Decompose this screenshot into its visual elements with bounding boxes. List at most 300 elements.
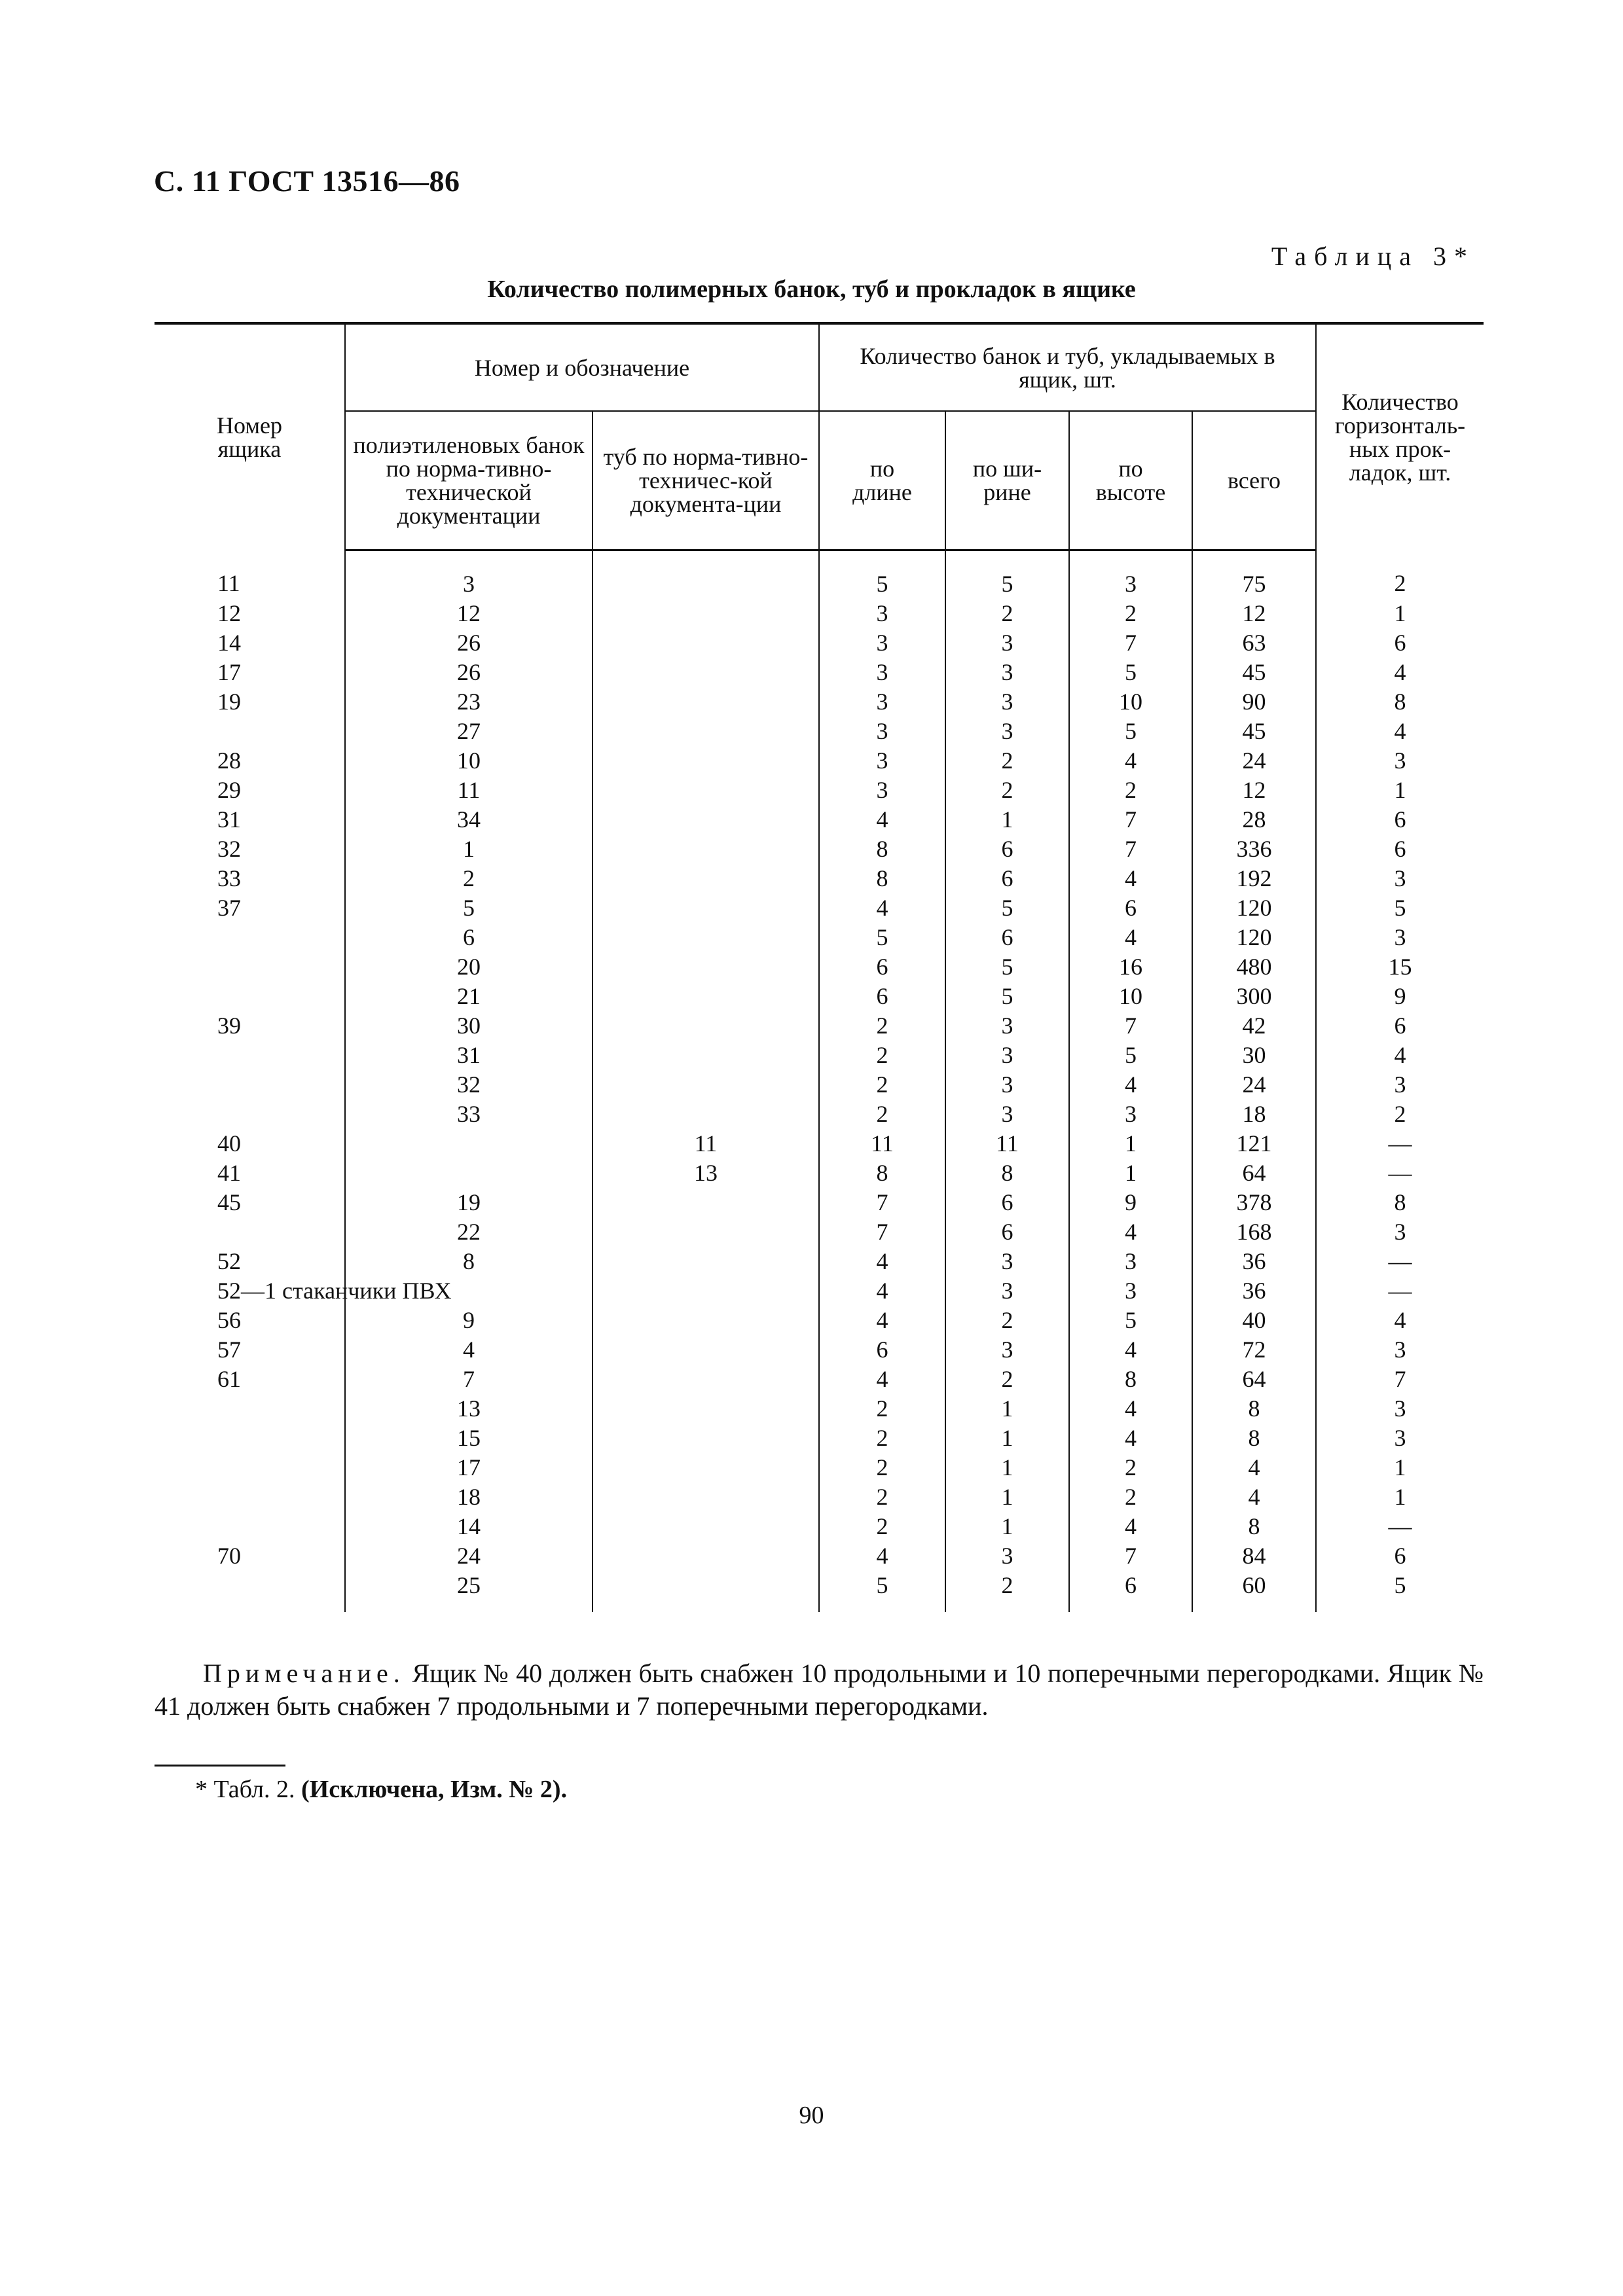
cell-layers: 3 [1316,1217,1484,1247]
cell-by-length: 5 [819,923,945,952]
cell-by-length: 8 [819,864,945,893]
cell-total: 8 [1192,1424,1316,1453]
table-row [155,1571,1484,1612]
cell-jar-designation: 5 [345,893,593,923]
cell-tube-designation [593,1011,819,1041]
cell-tube-designation [593,923,819,952]
table-row [155,1335,1484,1365]
cell-by-length: 4 [819,1365,945,1394]
cell-layers: 1 [1316,776,1484,805]
col-height: по высоте [1069,411,1192,550]
cell-by-height: 2 [1069,1453,1192,1482]
cell-layers: — [1316,1129,1484,1158]
cell-by-width: 3 [945,1100,1069,1129]
cell-by-width: 6 [945,1217,1069,1247]
cell-layers: — [1316,1247,1484,1276]
cell-total: 72 [1192,1335,1316,1365]
cell-tube-designation [593,1424,819,1453]
cell-jar-designation: 21 [345,982,593,1011]
cell-by-width: 1 [945,1394,1069,1424]
cell-by-length: 2 [819,1011,945,1041]
cell-by-length: 3 [819,687,945,717]
cell-by-height: 5 [1069,658,1192,687]
cell-tube-designation [593,599,819,628]
cell-tube-designation [593,1482,819,1512]
cell-by-width: 5 [945,550,1069,599]
cell-by-height: 10 [1069,687,1192,717]
page-number: 90 [799,2102,824,2129]
cell-box-no [155,1100,345,1129]
cell-by-width: 5 [945,982,1069,1011]
col-designation-group: Номер и обозначение [345,323,819,411]
table-row [155,834,1484,864]
table-caption: Количество полимерных банок, туб и прокладок в ящике [487,276,1136,303]
table-row [155,1512,1484,1541]
cell-jar-designation: 22 [345,1217,593,1247]
cell-box-no: 70 [217,1542,241,1569]
cell-jar-designation: 18 [345,1482,593,1512]
cell-jar-designation: 6 [345,923,593,952]
table-row [155,717,1484,746]
cell-jar-designation: 1 [345,834,593,864]
cell-layers: 15 [1316,952,1484,982]
cell-by-width: 3 [945,717,1069,746]
cell-tube-designation: 13 [593,1158,819,1188]
cell-by-width: 5 [945,952,1069,982]
cell-by-height: 4 [1069,864,1192,893]
table-row [155,1070,1484,1100]
cell-by-width: 3 [945,628,1069,658]
cell-by-height: 10 [1069,982,1192,1011]
cell-by-length: 7 [819,1188,945,1217]
cell-total: 75 [1192,550,1316,599]
cell-total: 8 [1192,1394,1316,1424]
cell-total: 168 [1192,1217,1316,1247]
cell-tube-designation [593,1335,819,1365]
cell-tube-designation [593,1070,819,1100]
cell-box-no [155,1571,345,1612]
cell-by-height: 1 [1069,1158,1192,1188]
cell-box-no [155,982,345,1011]
cell-layers: 8 [1316,1188,1484,1217]
table-row [155,864,1484,893]
cell-box-no [155,1453,345,1482]
cell-tube-designation [593,864,819,893]
cell-box-no [155,1217,345,1247]
table-row [155,1365,1484,1394]
table-row [155,1188,1484,1217]
cell-by-height: 7 [1069,1541,1192,1571]
cell-layers: 6 [1316,805,1484,834]
cell-jar-designation: 11 [345,776,593,805]
cell-layers: 8 [1316,687,1484,717]
cell-total: 24 [1192,1070,1316,1100]
cell-layers: 5 [1316,1571,1484,1612]
cell-tube-designation [593,1041,819,1070]
cell-tube-designation [593,893,819,923]
cell-by-length: 3 [819,717,945,746]
col-width: по ши-рине [945,411,1069,550]
cell-box-no [155,1424,345,1453]
cell-box-no: 37 [217,894,241,921]
cell-tube-designation [593,1247,819,1276]
cell-total: 90 [1192,687,1316,717]
table-row [155,1158,1484,1188]
cell-by-length: 5 [819,1571,945,1612]
cell-by-width: 5 [945,893,1069,923]
cell-jar-designation: 27 [345,717,593,746]
cell-by-width: 2 [945,599,1069,628]
cell-by-length: 3 [819,628,945,658]
cell-total: 378 [1192,1188,1316,1217]
table-label: Таблица 3* [1271,242,1475,271]
cell-box-no: 61 [217,1365,241,1392]
cell-by-height: 16 [1069,952,1192,982]
cell-jar-designation: 10 [345,746,593,776]
cell-jar-designation: 31 [345,1041,593,1070]
cell-box-no: 57 [217,1336,241,1363]
cell-by-height: 4 [1069,746,1192,776]
cell-tube-designation [593,952,819,982]
table-row [155,746,1484,776]
cell-by-width: 3 [945,1541,1069,1571]
cell-layers: 4 [1316,717,1484,746]
footnote-rule [155,1765,285,1767]
cell-layers: 3 [1316,864,1484,893]
cell-by-length: 4 [819,893,945,923]
page-header: С. 11 ГОСТ 13516—86 [154,164,460,198]
cell-layers: 7 [1316,1365,1484,1394]
cell-by-width: 1 [945,1482,1069,1512]
table-row [155,687,1484,717]
cell-by-width: 1 [945,805,1069,834]
cell-jar-designation: 13 [345,1394,593,1424]
cell-layers: 2 [1316,550,1484,599]
cell-by-width: 3 [945,1011,1069,1041]
cell-layers: 2 [1316,1100,1484,1129]
cell-by-height: 9 [1069,1188,1192,1217]
table-row [155,1482,1484,1512]
cell-by-length: 4 [819,1541,945,1571]
cell-by-height: 3 [1069,1276,1192,1306]
cell-by-length: 3 [819,658,945,687]
cell-box-no: 31 [217,806,241,833]
cell-box-no [155,1482,345,1512]
cell-box-no: 32 [217,835,241,862]
cell-by-height: 4 [1069,1512,1192,1541]
cell-box-no: 40 [217,1130,241,1157]
cell-layers: — [1316,1276,1484,1306]
cell-total: 4 [1192,1453,1316,1482]
cell-layers: 4 [1316,1041,1484,1070]
table-row [155,628,1484,658]
cell-box-no [155,923,345,952]
cell-by-length: 2 [819,1041,945,1070]
cell-jar-designation: 24 [345,1541,593,1571]
cell-tube-designation [593,550,819,599]
cell-total: 63 [1192,628,1316,658]
cell-by-length: 4 [819,805,945,834]
cell-tube-designation [593,658,819,687]
cell-total: 8 [1192,1512,1316,1541]
cell-by-width: 1 [945,1453,1069,1482]
cell-jar-designation: 32 [345,1070,593,1100]
cell-total: 28 [1192,805,1316,834]
cell-by-height: 5 [1069,1041,1192,1070]
cell-tube-designation [593,1571,819,1612]
cell-total: 40 [1192,1306,1316,1335]
cell-tube-designation [593,1100,819,1129]
table-row [155,1276,1484,1306]
cell-tube-designation [593,1217,819,1247]
cell-tube-designation [593,1365,819,1394]
note [155,1657,1484,1723]
cell-jar-designation: 34 [345,805,593,834]
table-row [155,1100,1484,1129]
cell-by-width: 6 [945,834,1069,864]
cell-by-height: 5 [1069,1306,1192,1335]
table-row [155,982,1484,1011]
cell-by-length: 2 [819,1394,945,1424]
cell-by-width: 2 [945,1571,1069,1612]
cell-by-width: 6 [945,923,1069,952]
cell-by-width: 11 [945,1129,1069,1158]
cell-layers: 6 [1316,834,1484,864]
table-row [155,658,1484,687]
cell-jar-designation: 2 [345,864,593,893]
cell-box-no: 12 [217,600,241,626]
cell-total: 120 [1192,923,1316,952]
cell-by-length: 8 [819,1158,945,1188]
cell-layers: 6 [1316,1011,1484,1041]
main-table [155,322,1484,1612]
cell-layers: 4 [1316,658,1484,687]
cell-by-height: 7 [1069,628,1192,658]
cell-by-height: 2 [1069,1482,1192,1512]
table-row [155,1217,1484,1247]
footnote-marker: * Табл. 2. [195,1776,301,1803]
cell-layers: 3 [1316,1394,1484,1424]
cell-jar-designation [345,1158,593,1188]
table-row [155,805,1484,834]
table-body [155,550,1484,1612]
cell-total: 300 [1192,982,1316,1011]
cell-jar-designation: 23 [345,687,593,717]
cell-layers: — [1316,1512,1484,1541]
cell-jar-designation: 26 [345,658,593,687]
col-box-no: Номер ящика [155,323,345,550]
cell-by-length: 3 [819,776,945,805]
cell-by-height: 4 [1069,1335,1192,1365]
table-row [155,1041,1484,1070]
cell-by-height: 3 [1069,1247,1192,1276]
cell-total: 4 [1192,1482,1316,1512]
cell-layers: 6 [1316,1541,1484,1571]
cell-box-no [155,952,345,982]
cell-box-no: 45 [217,1189,241,1215]
table-row [155,1129,1484,1158]
cell-by-width: 3 [945,687,1069,717]
cell-total: 36 [1192,1247,1316,1276]
cell-by-length: 6 [819,982,945,1011]
cell-by-width: 2 [945,746,1069,776]
cell-jar-designation: 30 [345,1011,593,1041]
cell-box-no: 14 [217,629,241,656]
cell-layers: 3 [1316,746,1484,776]
cell-by-width: 3 [945,1041,1069,1070]
cell-by-height: 6 [1069,893,1192,923]
cell-total: 60 [1192,1571,1316,1612]
table-row [155,1011,1484,1041]
cell-tube-designation [593,1188,819,1217]
cell-by-height: 4 [1069,1424,1192,1453]
cell-by-width: 3 [945,658,1069,687]
cell-box-no: 52—1 стаканчики ПВХ [217,1277,452,1304]
table-row [155,1247,1484,1276]
cell-tube-designation [593,717,819,746]
cell-by-length: 6 [819,952,945,982]
cell-by-height: 4 [1069,1070,1192,1100]
cell-box-no [155,1070,345,1100]
cell-jar-designation: 19 [345,1188,593,1217]
cell-total: 12 [1192,599,1316,628]
cell-layers: 1 [1316,1453,1484,1482]
cell-box-no: 33 [217,865,241,891]
cell-total: 18 [1192,1100,1316,1129]
cell-by-length: 7 [819,1217,945,1247]
cell-layers: 6 [1316,628,1484,658]
cell-by-width: 3 [945,1070,1069,1100]
cell-jar-designation: 12 [345,599,593,628]
cell-box-no: 56 [217,1306,241,1333]
cell-by-length: 4 [819,1247,945,1276]
cell-by-width: 6 [945,864,1069,893]
table-row [155,1541,1484,1571]
col-total: всего [1192,411,1316,550]
cell-by-length: 2 [819,1070,945,1100]
cell-tube-designation [593,805,819,834]
cell-total: 45 [1192,658,1316,687]
cell-total: 84 [1192,1541,1316,1571]
cell-box-no [155,717,345,746]
cell-by-length: 6 [819,1335,945,1365]
table-row [155,1453,1484,1482]
cell-tube-designation [593,982,819,1011]
cell-total: 12 [1192,776,1316,805]
cell-by-height: 8 [1069,1365,1192,1394]
cell-layers: 3 [1316,1070,1484,1100]
cell-layers: 1 [1316,599,1484,628]
cell-total: 36 [1192,1276,1316,1306]
cell-by-length: 2 [819,1100,945,1129]
cell-layers: 4 [1316,1306,1484,1335]
cell-box-no: 19 [217,688,241,715]
cell-by-length: 11 [819,1129,945,1158]
cell-tube-designation [593,628,819,658]
cell-by-length: 2 [819,1453,945,1482]
cell-jar-designation: 20 [345,952,593,982]
cell-tube-designation [593,1512,819,1541]
cell-by-width: 1 [945,1512,1069,1541]
cell-total: 64 [1192,1365,1316,1394]
cell-by-height: 7 [1069,834,1192,864]
cell-total: 336 [1192,834,1316,864]
cell-by-length: 4 [819,1306,945,1335]
cell-tube-designation [593,1276,819,1306]
cell-jar-designation: 14 [345,1512,593,1541]
cell-by-height: 1 [1069,1129,1192,1158]
cell-by-width: 8 [945,1158,1069,1188]
cell-by-height: 5 [1069,717,1192,746]
cell-jar-designation: 17 [345,1453,593,1482]
cell-jar-designation: 33 [345,1100,593,1129]
cell-tube-designation [593,746,819,776]
cell-by-length: 2 [819,1424,945,1453]
cell-total: 45 [1192,717,1316,746]
col-layers: Количество горизонталь-ных прок-ладок, шт. [1316,323,1484,550]
cell-jar-designation: 26 [345,628,593,658]
cell-by-width: 2 [945,1306,1069,1335]
cell-total: 120 [1192,893,1316,923]
col-designation-tubes: туб по норма-тивно-техничес-кой документа-ции [593,411,819,550]
cell-by-height: 3 [1069,1100,1192,1129]
table-row [155,1394,1484,1424]
note-text: Ящик № 40 должен быть снабжен 10 продольными и 10 поперечными перегородками. Ящик № 41 должен быть снабжен 7 продольными и 7 поперечными перегородками. [155,1659,1484,1721]
cell-layers: — [1316,1158,1484,1188]
table-row [155,923,1484,952]
cell-box-no: 11 [217,569,240,596]
cell-tube-designation [593,834,819,864]
table-row [155,599,1484,628]
cell-box-no [155,1512,345,1541]
cell-by-height: 7 [1069,805,1192,834]
cell-tube-designation [593,687,819,717]
cell-total: 24 [1192,746,1316,776]
cell-by-length: 8 [819,834,945,864]
cell-layers: 3 [1316,1335,1484,1365]
cell-by-width: 2 [945,776,1069,805]
cell-tube-designation: 11 [593,1129,819,1158]
cell-layers: 3 [1316,923,1484,952]
cell-layers: 9 [1316,982,1484,1011]
cell-box-no: 17 [217,658,241,685]
cell-tube-designation [593,1453,819,1482]
cell-jar-designation: 9 [345,1306,593,1335]
cell-total: 480 [1192,952,1316,982]
cell-box-no [155,1041,345,1070]
cell-by-height: 4 [1069,923,1192,952]
cell-by-length: 3 [819,599,945,628]
cell-tube-designation [593,1394,819,1424]
cell-tube-designation [593,1541,819,1571]
cell-jar-designation: 7 [345,1365,593,1394]
col-count-group: Количество банок и туб, укладываемых в ящик, шт. [819,323,1316,411]
cell-by-width: 3 [945,1276,1069,1306]
cell-by-width: 3 [945,1247,1069,1276]
cell-box-no: 41 [217,1159,241,1186]
cell-jar-designation: 15 [345,1424,593,1453]
cell-total: 42 [1192,1011,1316,1041]
cell-box-no: 28 [217,747,241,774]
cell-by-height: 2 [1069,599,1192,628]
cell-by-length: 4 [819,1276,945,1306]
cell-by-height: 6 [1069,1571,1192,1612]
note-label: Примечание. [203,1659,405,1688]
cell-by-width: 3 [945,1335,1069,1365]
cell-layers: 3 [1316,1424,1484,1453]
cell-by-width: 1 [945,1424,1069,1453]
cell-by-height: 4 [1069,1394,1192,1424]
